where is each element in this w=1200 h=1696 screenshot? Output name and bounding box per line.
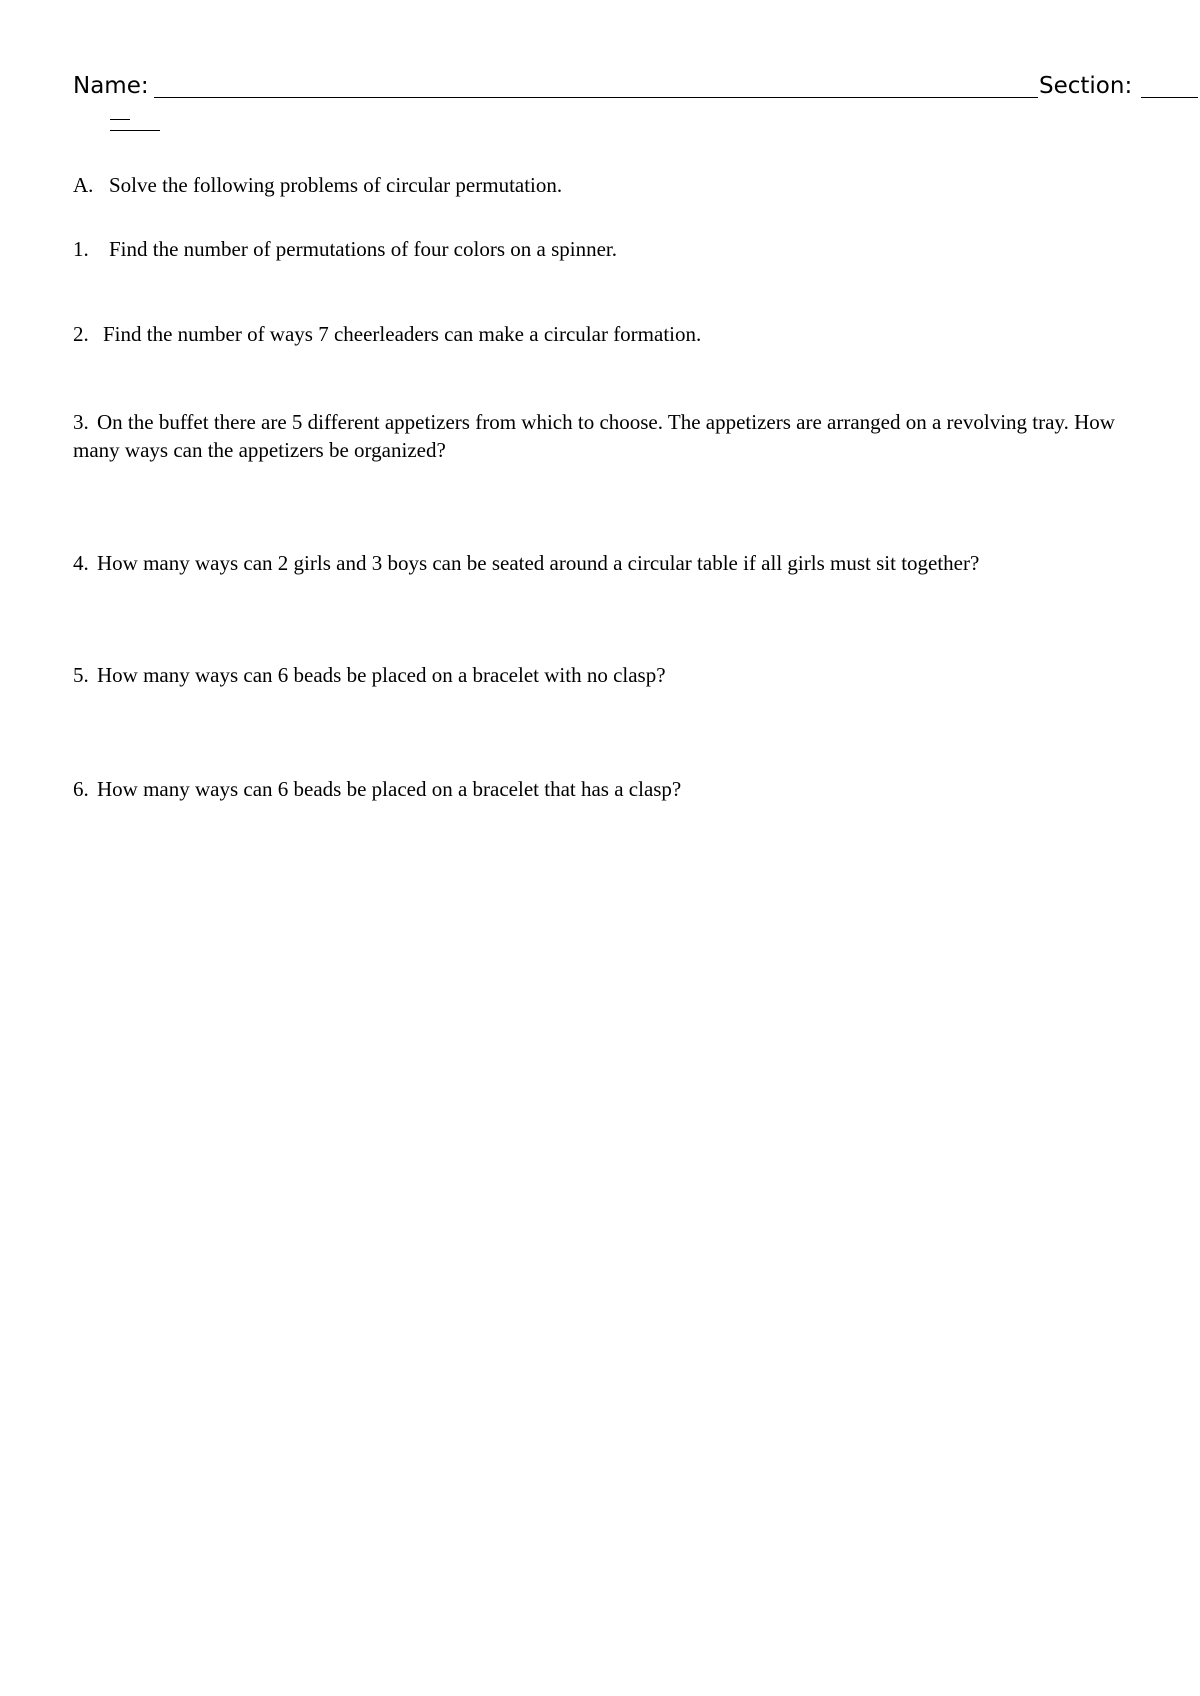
problem-number: 1. (73, 237, 89, 261)
problem-6 (73, 775, 1133, 803)
instructions (73, 171, 1133, 199)
problem-text: How many ways can 2 girls and 3 boys can be seated around a circular table if all girls must sit together? (97, 551, 980, 575)
section-blank-line-3 (110, 130, 160, 131)
problem-1 (73, 235, 1133, 263)
instructions-text: Solve the following problems of circular permutation. (109, 173, 563, 197)
section-blank-continuation (110, 108, 160, 136)
problem-3 (73, 408, 1133, 464)
instructions-letter: A. (73, 173, 94, 197)
problem-text: On the buffet there are 5 different appetizers from which to choose. The appetizers are arranged on a revolving tray. How many ways can the appetizers be organized? (73, 410, 1115, 462)
problem-5 (73, 661, 1133, 689)
problem-text: How many ways can 6 beads be placed on a bracelet that has a clasp? (97, 777, 682, 801)
section-blank-line (1141, 97, 1198, 98)
problem-number: 6. (73, 777, 89, 801)
header-row (73, 68, 1131, 104)
section-label: Section: (1039, 73, 1133, 99)
name-blank-line (154, 97, 1038, 98)
problem-text: Find the number of ways 7 cheerleaders can make a circular formation. (103, 322, 702, 346)
problem-number: 5. (73, 663, 89, 687)
name-label: Name: (73, 73, 149, 99)
problem-2 (73, 320, 1133, 348)
problem-number: 3. (73, 410, 89, 434)
problem-text: How many ways can 6 beads be placed on a bracelet with no clasp? (97, 663, 666, 687)
problem-number: 4. (73, 551, 89, 575)
problem-number: 2. (73, 322, 89, 346)
problem-4 (73, 549, 1133, 577)
problem-text: Find the number of permutations of four colors on a spinner. (109, 237, 617, 261)
section-blank-line-2 (110, 119, 130, 120)
